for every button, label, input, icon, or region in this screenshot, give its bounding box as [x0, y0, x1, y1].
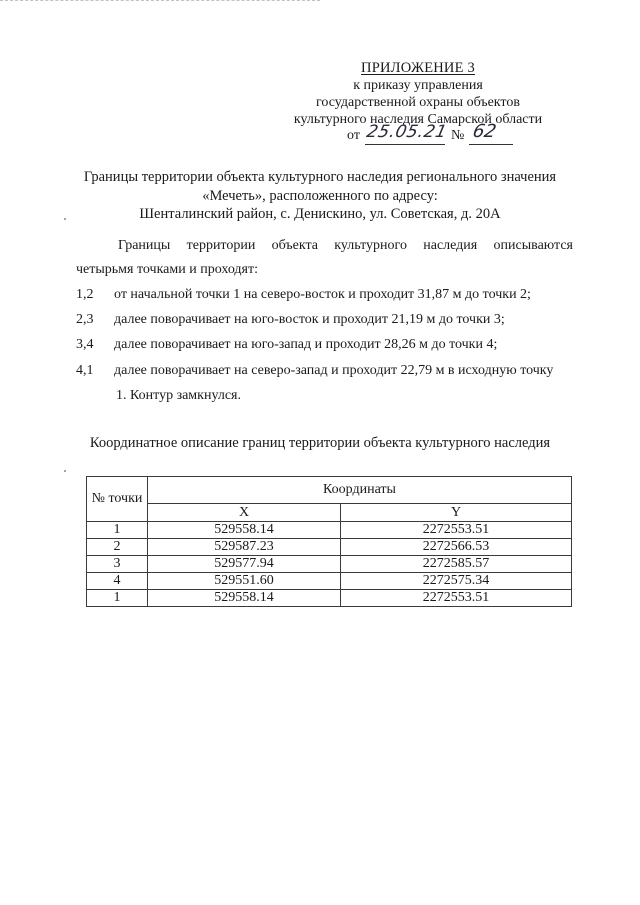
- contour-closed-text: 1. Контур замкнулся.: [116, 388, 241, 403]
- cell-point: 2: [87, 539, 148, 556]
- table-row: [87, 590, 572, 607]
- cell-point: 3: [87, 556, 148, 573]
- scan-artifact-dot: [64, 470, 66, 472]
- cell-x: 529587.23: [148, 539, 341, 556]
- segment-points: 3,4: [76, 337, 94, 352]
- header-y: Y: [341, 504, 572, 522]
- document-heading: [60, 168, 580, 224]
- boundary-segment: [76, 287, 576, 307]
- handwritten-number: 62: [470, 121, 499, 142]
- intro-line-2: четырьмя точками и проходят:: [76, 262, 258, 277]
- heading-line-1: Границы территории объекта культурного наследия регионального значения: [83, 169, 557, 185]
- appendix-header: [268, 60, 568, 128]
- coordinates-table: [86, 476, 572, 607]
- segment-points: 4,1: [76, 363, 94, 378]
- table-row: [87, 522, 572, 539]
- cell-y: 2272566.53: [341, 539, 572, 556]
- intro-line-1: Границы территории объекта культурного наследия описываются: [118, 238, 573, 253]
- heading-line-2: «Мечеть», расположенного по адресу:: [202, 187, 438, 204]
- appendix-line-3: культурного наследия Самарской области: [293, 112, 543, 127]
- boundary-segment: [76, 312, 576, 332]
- segment-points: 1,2: [76, 287, 94, 302]
- appendix-line-2: государственной охраны объектов: [316, 95, 520, 110]
- cell-x: 529551.60: [148, 573, 341, 590]
- segment-text: далее поворачивает на юго-восток и проходит 21,19 м до точки 3;: [114, 312, 505, 327]
- appendix-title: ПРИЛОЖЕНИЕ 3: [361, 60, 475, 76]
- handwritten-date: 25.05.21: [364, 122, 449, 142]
- cell-point: 1: [87, 522, 148, 539]
- cell-y: 2272585.57: [341, 556, 572, 573]
- segment-text: далее поворачивает на северо-запад и проходит 22,79 м в исходную точку: [114, 363, 554, 378]
- number-prefix: №: [451, 128, 465, 143]
- cell-point: 1: [87, 590, 148, 607]
- number-underline: [469, 144, 513, 145]
- cell-y: 2272553.51: [341, 590, 572, 607]
- cell-x: 529577.94: [148, 556, 341, 573]
- segment-text: далее поворачивает на юго-запад и проходит 28,26 м до точки 4;: [114, 337, 498, 352]
- cell-y: 2272575.34: [341, 573, 572, 590]
- header-coordinates: Координаты: [148, 477, 572, 504]
- boundary-segment: [76, 363, 576, 383]
- segment-points: 2,3: [76, 312, 94, 327]
- order-date-number: [347, 121, 547, 148]
- date-underline: [365, 144, 445, 145]
- cell-x: 529558.14: [148, 590, 341, 607]
- heading-line-3: Шенталинский район, с. Денискино, ул. Советская, д. 20А: [139, 206, 501, 222]
- cell-x: 529558.14: [148, 522, 341, 539]
- cell-y: 2272553.51: [341, 522, 572, 539]
- segment-text: от начальной точки 1 на северо-восток и проходит 31,87 м до точки 2;: [114, 287, 531, 302]
- scan-artifact-dashes: [0, 0, 320, 7]
- table-row: [87, 556, 572, 573]
- table-row: [87, 573, 572, 590]
- header-point-number: № точки: [87, 477, 148, 522]
- date-prefix: от: [347, 128, 360, 143]
- boundary-segment: [76, 337, 576, 357]
- coordinates-caption: Координатное описание границ территории объекта культурного наследия: [89, 435, 551, 451]
- header-x: X: [148, 504, 341, 522]
- cell-point: 4: [87, 573, 148, 590]
- table-row: [87, 539, 572, 556]
- appendix-line-1: к приказу управления: [353, 78, 483, 93]
